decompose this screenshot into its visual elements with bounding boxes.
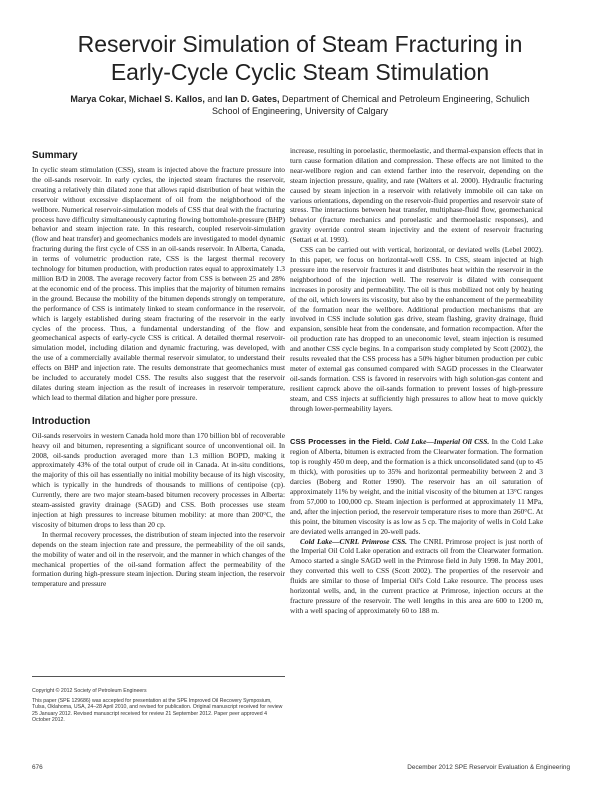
author-line bbox=[20, 93, 580, 105]
affiliation-line-1: Department of Chemical and Petroleum Engineering, Schulich bbox=[282, 94, 530, 104]
cnrl-heading: Cold Lake—CNRL Primrose CSS. bbox=[300, 536, 408, 546]
journal-footer: December 2012 SPE Reservoir Evaluation & Engineering bbox=[407, 764, 570, 771]
css-processes-text: In the Cold Lake region of Alberta, bitumen is extracted from the Clearwater formation. The formation top is roughly 450 m deep, and the formation is a thick unconsolidated sand (up to 45 m thick), with porosities up to 35% and horizontal permeability between 2 and 3 darcies (Boberg and Rotter 1990). The reservoir has an oil saturation of approximately 11% by weight, and the initial viscosity of the bitumen at 13°C ranges from 57,000 to 100,000 cp. Steam injection is performed at approximately 11 MPa, and, after the injection period, the reservoir temperature rises to more than 260°C. At this point, the bitumen viscosity is as low as 5 cp. The majority of wells in Cold Lake are deviated wells arranged in 20-well pads. bbox=[290, 437, 544, 536]
introduction-heading: Introduction bbox=[32, 415, 91, 427]
summary-text: In cyclic steam stimulation (CSS), steam is injected above the fracture pressure into the oil-sands reservoir. In early cycles, the injected steam fractures the reservoir, creating a relatively thin dilated zone that allows rapid distribution of heat within the reservoir without excessive displacement of oil from the neighborhood of the wellbore. Numerical reservoir-simulation models of CSS that deal with the fracturing process have difficulty simultaneously capturing flowing bottomhole-pressure (BHP) behavior and steam injection rate. In this research, coupled reservoir-simulation (flow and heat transfer) and geomechanics models are investigated to model dynamic fracturing during the first cycle of CSS in an oil-sands reservoir. In Alberta, Canada, in terms of volumetric production rate, CSS is the largest thermal recovery technology for bitumen production, with production rates equal to approximately 1.3 million B/D in 2008. The average recovery factor from CSS is between 25 and 28% at the economic end of the process. This implies that the majority of bitumen remains in the ground. Because the mobility of the bitumen depends strongly on temperature, the performance of CSS is intimately linked to steam conformance in the reservoir, which is largely established during steam fracturing of the reservoir in the early cycles of the process. Thus, a fundamental understanding of the flow and geomechanical aspects of early-cycle CSS is critical. A detailed thermal reservoir-simulation model, including dilation and dynamic fracturing, was developed, with the use of a commercially available thermal reservoir simulator, to understand their effects on BHP and injection rate. The results demonstrate that geomechanics must be included to accurately model CSS. The results also suggest that the reservoir dilates during steam injection as the result of increases in reservoir temperature, which lead to thermal dilation and higher pore pressure. bbox=[32, 165, 285, 402]
author-names: Marya Cokar, Michael S. Kallos, bbox=[70, 94, 205, 104]
copyright-block bbox=[32, 688, 285, 727]
left-column bbox=[32, 150, 285, 589]
intro-paragraph-1: Oil-sands reservoirs in western Canada hold more than 170 billion bbl of recoverable heavy oil and bitumen, representing a significant source of unconventional oil. In 2008, oil-sands production averaged more than 1.3 million BOPD, making it approximately 43% of the total output of crude oil in Canada. At in-situ conditions, the majority of this oil has essentially no initial mobility because of its high viscosity, which is typically in the hundreds of thousands to millions of centipoise (cp). Currently, there are two major steam-based bitumen recovery processes in Alberta: steam-assisted gravity drainage (SAGD) and CSS. Both processes use steam injection at high pressures to increase bitumen mobility: at more than 200°C, the viscosity of bitumen drops to less than 20 cp. bbox=[32, 430, 285, 529]
cnrl-paragraph bbox=[290, 537, 543, 616]
affiliation-line-2: School of Engineering, University of Calgary bbox=[211, 106, 389, 116]
page-number: 676 bbox=[32, 764, 43, 771]
author-block bbox=[20, 93, 580, 117]
footnote-rule bbox=[32, 676, 285, 677]
css-processes-heading: CSS Processes in the Field. bbox=[290, 437, 393, 447]
summary-heading: Summary bbox=[32, 150, 78, 161]
css-processes-paragraph bbox=[290, 437, 543, 536]
title-line-1: Reservoir Simulation of Steam Fracturing in bbox=[77, 31, 523, 57]
cnrl-text: The CNRL Primrose project is just north of the Imperial Oil Cold Lake operation and extracts oil from the Clearwater formation. Amoco started a single SAGD well in the Primrose field in July 1998. In May 2001, they converted this well to CSS (Scott 2002). The properties of the reservoir and fluids are similar to those of Imperial Oil's Cold Lake resource. The process uses horizontal wells, and, in the current practice at Primrose, injection occurs at the fracture pressure of the reservoir. The well lengths in this area are 600 to 1200 m, with a well spacing of approximately 60 to 188 m. bbox=[290, 536, 543, 615]
paper-title bbox=[20, 30, 580, 86]
copyright-line: Copyright © 2012 Society of Petroleum Engineers bbox=[32, 688, 147, 694]
intro-paragraph-2: In thermal recovery processes, the distribution of steam injected into the reservoir depends on the steam injection rate and pressure, the permeability of the oil sands, the mobility of water and oil in the reservoir, and the manner in which changes of the mechanical properties of the oil-sand formation affect the permeability of the formation during high-pressure steam injection. During steam injection, the reservoir temperature and pressure bbox=[32, 529, 285, 589]
submission-note: This paper (SPE 129686) was accepted for presentation at the SPE Improved Oil Recovery Symposium, Tulsa, Oklahoma, USA, 24–28 April 2010, and revised for publication. Original manuscript received for review 25 January 2012. Revised manuscript received for review 21 September 2012. Paper peer approved 4 October 2012. bbox=[32, 697, 283, 724]
cold-lake-heading: Cold Lake—Imperial Oil CSS. bbox=[394, 437, 490, 447]
author-and: and bbox=[207, 94, 223, 104]
right-paragraph-2: CSS can be carried out with vertical, horizontal, or deviated wells (Lebel 2002). In this paper, we focus on horizontal-well CSS. In CSS, steam injected at high pressure into the reservoir fractures it and distributes heat within the reservoir in the neighborhood of the injection well. The reservoir is dilated with consequent increases in porosity and permeability. The oil is thus mobilized not only by heating of the oil, which lowers its viscosity, but also by the enhancement of the permeability of the formation near the wellbore. Additional production mechanisms that are involved in CSS include solution gas drive, steam flashing, gravity drainage, fluid expansion, sensible heat from the condensate, and formation recompaction. After the oil production rate has dropped to an uneconomic level, steam injection is resumed and another CSS cycle begins. In a comparison study completed by Scott (2002), the results revealed that the CSS process has a 50% higher bitumen production per cubic meter of external gas consumed compared with SAGD processes in the Clearwater oil-sands formation. CSS is favored in reservoirs with high solution-gas content and resilient caprock above the oil-sands formation to prevent losses of high-pressure steam, and CSS injects at sufficiently high pressures to allow heat to move quickly through lower-permeability layers. bbox=[290, 245, 543, 413]
right-column bbox=[290, 146, 543, 616]
author-last: Ian D. Gates, bbox=[224, 94, 280, 104]
right-paragraph-1: increase, resulting in poroelastic, thermoelastic, and thermal-expansion effects that in turn cause formation dilation and compression. These effects are not limited to the near-wellbore region and can extend farther into the reservoir, depending on the steam injection pressure, quality, and rate (Walters et al. 2000). Hydraulic fracturing caused by steam injection in a reservoir with relatively immobile oil can take on various orientations, depending on the reservoir-fluid properties and reservoir state of stress. The interactions between heat transfer, multiphase-fluid flow, geomechanical behavior (fracture mechanics and poroelastic and thermoelastic responses), and gravity override control steam injectivity and the extent of reservoir fracturing (Settari et al. 1993). bbox=[290, 146, 543, 245]
title-line-2: Early-Cycle Cyclic Steam Stimulation bbox=[110, 59, 490, 85]
